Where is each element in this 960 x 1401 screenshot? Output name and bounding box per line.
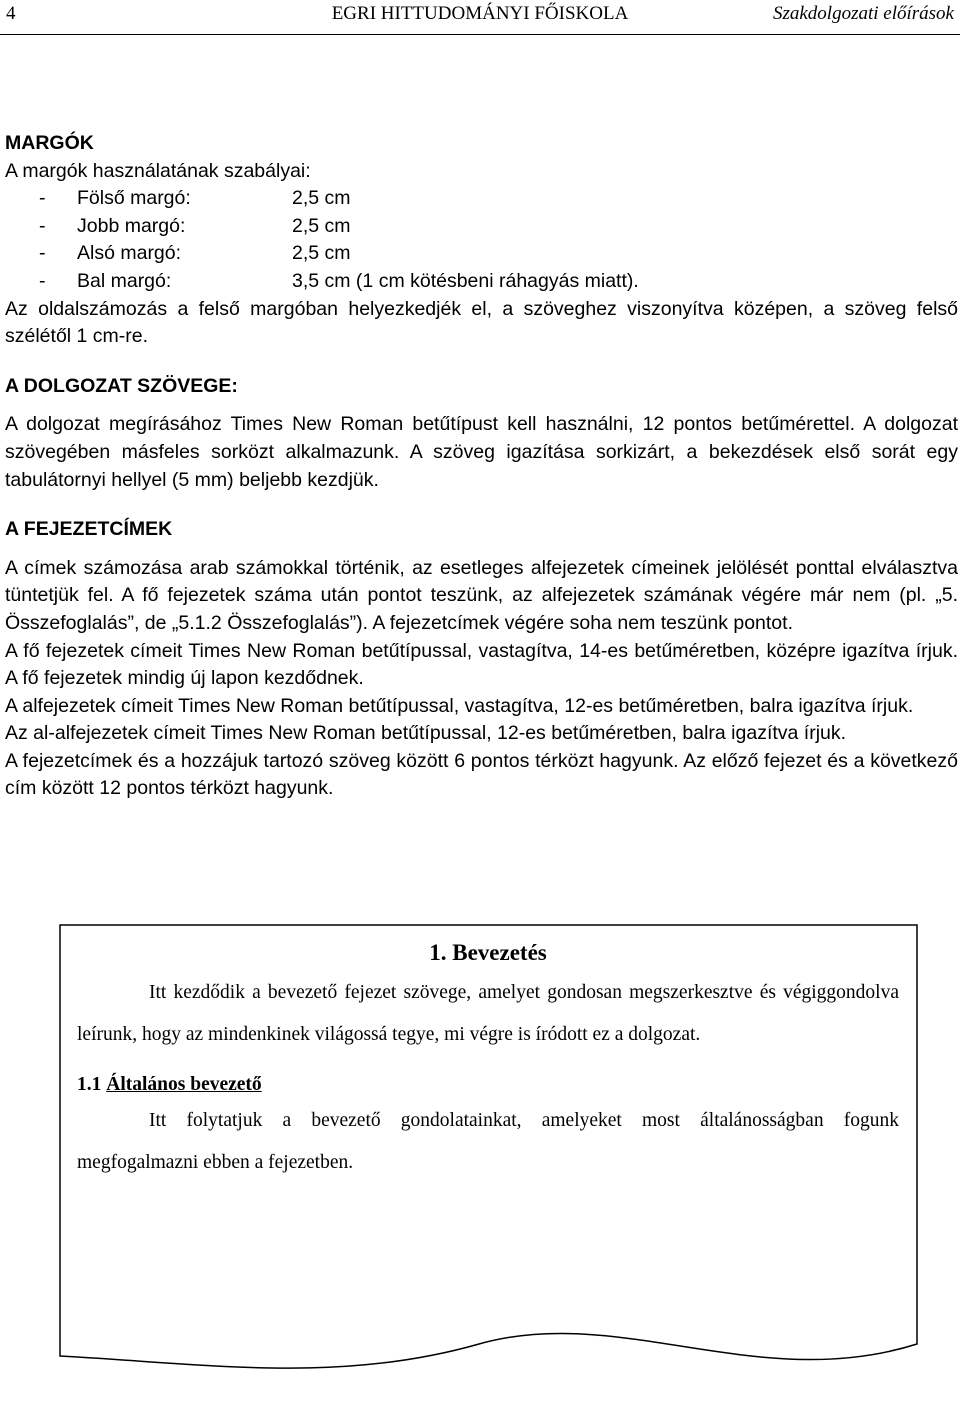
list-dash: -	[39, 214, 46, 237]
page-number: 4	[6, 3, 16, 24]
list-dash: -	[39, 242, 46, 265]
margin-label: Bal margó:	[77, 269, 172, 292]
margins-list	[5, 185, 958, 295]
list-item	[5, 213, 958, 241]
page-numbering-paragraph: Az oldalszámozás a felső margóban helyezkedjék el, a szöveghez viszonyítva középen, a szöveg felső szélétől 1 cm-re.	[5, 297, 958, 348]
margin-label: Alsó margó:	[77, 242, 182, 265]
chapters-paragraph-5: A fejezetcímek és a hozzájuk tartozó szöveg között 6 pontos térközt hagyunk. Az előző fejezet és a következő cím között 12 pontos térközt hagyunk.	[5, 749, 958, 800]
sample-subtitle-number: 1.1	[77, 1074, 107, 1095]
chapters-paragraph-1: A címek számozása arab számokkal történik, az esetleges alfejezetek címeinek jelölését ponttal elválasztva tüntetjük fel. A fő fejezetek száma után pontot teszünk, az alfejezetek számának végére már nem (pl. „5. Összefoglalás”, de „5.1.2 Összefoglalás”). A fejezetcímek végére soha nem teszünk pontot.	[5, 556, 958, 634]
text-section-paragraph: A dolgozat megírásához Times New Roman betűtípust kell használni, 12 pontos betűmérettel. A dolgozat szövegében másfeles sorközt alkalmazunk. A szöveg igazítása sorkizárt, a bekezdések első sorát egy tabulátornyi hellyel (5 mm) beljebb kezdjük.	[5, 413, 958, 491]
sample-subtitle-text: Általános bevezető	[106, 1074, 262, 1095]
document-title: Szakdolgozati előírások	[772, 3, 954, 24]
margin-value: 2,5 cm	[292, 242, 351, 265]
list-item	[5, 240, 958, 268]
margin-label: Jobb margó:	[77, 214, 186, 237]
chapters-paragraph-4: Az al-alfejezetek címeit Times New Roman betűtípussal, 12-es betűméretben, balra igazítva írjuk.	[5, 722, 847, 745]
margin-value: 2,5 cm	[292, 214, 351, 237]
list-item	[5, 185, 958, 213]
section-heading-text: A DOLGOZAT SZÖVEGE:	[5, 374, 238, 397]
sample-subtitle	[77, 1074, 899, 1096]
sample-content	[77, 938, 899, 1184]
margin-value: 2,5 cm	[292, 187, 351, 210]
sample-chapter-title: 1. Bevezetés	[429, 940, 547, 965]
school-name: EGRI HITTUDOMÁNYI FŐISKOLA	[331, 3, 629, 24]
list-item	[5, 268, 958, 296]
list-dash: -	[39, 187, 46, 210]
chapters-paragraph-2: A fő fejezetek címeit Times New Roman betűtípussal, vastagítva, 14-es betűméretben, középre igazítva írjuk. A fő fejezetek mindig új lapon kezdődnek.	[5, 639, 958, 690]
sample-paragraph-2: Itt folytatjuk a bevezető gondolatainkat, amelyeket most általánosságban fogunk megfogalmazni ebben a fejezetben.	[77, 1110, 899, 1173]
section-heading-margins: MARGÓK	[5, 132, 94, 154]
margin-value: 3,5 cm (1 cm kötésbeni ráhagyás miatt).	[292, 269, 639, 292]
margins-intro: A margók használatának szabályai:	[5, 159, 311, 182]
sample-page-box	[59, 924, 918, 1382]
sample-paragraph-1: Itt kezdődik a bevezető fejezet szövege, amelyet gondosan megszerkesztve és végiggondolva leírunk, hogy az mindenkinek világossá tegye, mi végre is íródott ez a dolgozat.	[77, 982, 899, 1045]
margin-label: Fölső margó:	[77, 187, 191, 210]
section-heading-chapters: A FEJEZETCÍMEK	[5, 518, 173, 541]
page-header	[0, 0, 960, 35]
list-dash: -	[39, 269, 46, 292]
page-content	[5, 130, 958, 803]
chapters-paragraph-3: A alfejezetek címeit Times New Roman betűtípussal, vastagítva, 12-es betűméretben, balra igazítva írjuk.	[5, 694, 914, 717]
